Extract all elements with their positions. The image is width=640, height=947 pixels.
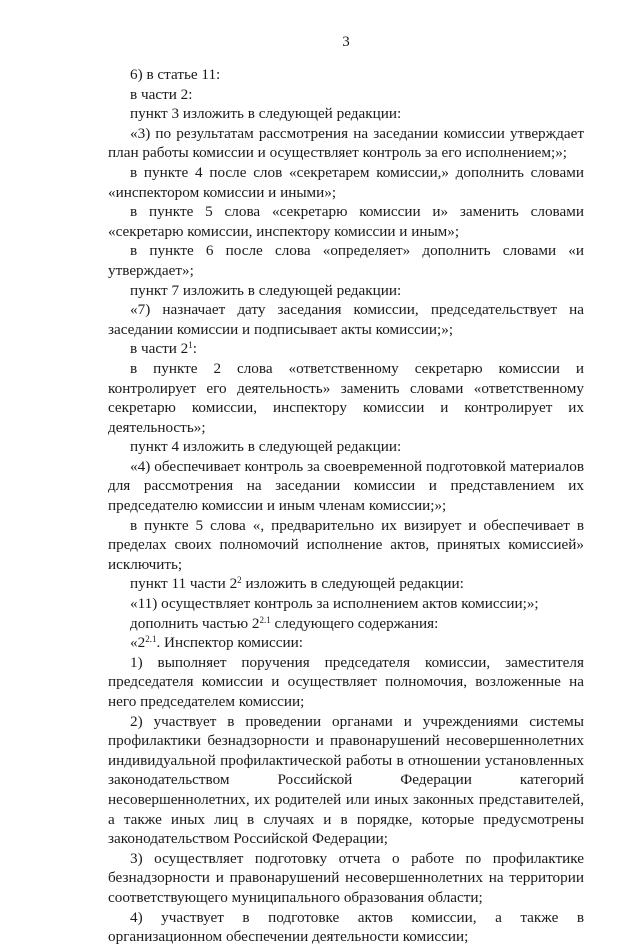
paragraph <box>108 712 584 849</box>
paragraph <box>108 908 584 947</box>
paragraph <box>108 85 584 105</box>
paragraph-text: «3) по результатам рассмотрения на заседании комиссии утверждает план работы комиссии и осуществляет контроль за его исполнением;»; <box>108 124 584 162</box>
paragraph <box>108 594 584 614</box>
superscript: 2.1 <box>259 614 271 625</box>
paragraph <box>108 300 584 339</box>
paragraph-text: в пункте 4 после слов «секретарем комиссии,» дополнить словами «инспектором комиссии и иными»; <box>108 163 584 201</box>
paragraph <box>108 437 584 457</box>
paragraph-text: «4) обеспечивает контроль за своевременной подготовкой материалов для рассмотрения на заседании комиссии и представлением их председателю комиссии и иным членам комиссии;»; <box>108 457 584 515</box>
paragraph-text: пункт 7 изложить в следующей редакции: <box>130 281 402 299</box>
paragraph <box>108 104 584 124</box>
paragraph-text: в части 2 <box>130 340 189 358</box>
superscript: 2.1 <box>145 634 157 645</box>
paragraph-text: пункт 4 изложить в следующей редакции: <box>130 438 402 456</box>
paragraph-text: 1) выполняет поручения председателя комиссии, заместителя председателя комиссии и осуществляет полномочия, возложенные на него председателем комиссии; <box>108 653 584 710</box>
paragraph <box>108 359 584 437</box>
paragraph <box>108 574 584 594</box>
paragraph-text: 4) участвует в подготовке актов комиссии, а также в организационном обеспечении деятельности комиссии; <box>108 908 584 946</box>
superscript: 1 <box>188 340 193 351</box>
paragraph <box>108 124 584 163</box>
paragraph <box>108 281 584 301</box>
paragraph-text: пункт 11 части 2 <box>130 575 238 593</box>
paragraph-text: «11) осуществляет контроль за исполнением актов комиссии;»; <box>130 595 539 613</box>
paragraph <box>108 614 584 634</box>
paragraph-text: в части 2: <box>130 85 193 103</box>
paragraph-text: 2) участвует в проведении органами и учреждениями системы профилактики безнадзорности и правонарушений несовершеннолетних индивидуальной профилактической работы в отношении установленных законодательством Российской Федерации категорий несовершеннолетних, их родителей или иных законных представителей, а также иных лиц в случаях и в порядке, которые предусмотрены законодательством Российской Федерации; <box>108 712 584 848</box>
document-body <box>108 65 584 947</box>
paragraph <box>108 457 584 516</box>
superscript: 2 <box>237 575 242 586</box>
paragraph-text: в пункте 5 слова «, предварительно их визирует и обеспечивает в пределах своих полномочий исполнение актов, принятых комиссией» исключить; <box>108 516 584 573</box>
paragraph <box>108 849 584 908</box>
paragraph <box>108 65 584 85</box>
paragraph-text: пункт 3 изложить в следующей редакции: <box>130 105 402 123</box>
paragraph <box>108 241 584 280</box>
paragraph-text: в пункте 2 слова «ответственному секретарю комиссии и контролирует его деятельность» заменить словами «ответственному секретарю комиссии, инспектору комиссии и контролирует их деятельность»; <box>108 359 584 436</box>
paragraph-text-tail: изложить в следующей редакции: <box>241 575 464 593</box>
paragraph-text-tail: . Инспектор комиссии: <box>156 634 303 652</box>
paragraph-text: 6) в статье 11: <box>130 66 221 83</box>
paragraph <box>108 339 584 359</box>
paragraph <box>108 633 584 653</box>
paragraph-text: 3) осуществляет подготовку отчета о работе по профилактике безнадзорности и правонарушений несовершеннолетних на территории соответствующего муниципального образования области; <box>108 849 584 906</box>
paragraph-text: «2 <box>130 634 146 652</box>
page-number: 3 <box>342 34 350 50</box>
paragraph-text: в пункте 6 после слова «определяет» дополнить словами «и утверждает»; <box>108 242 584 279</box>
paragraph-text: дополнить частью 2 <box>130 614 260 632</box>
paragraph <box>108 163 584 202</box>
paragraph-text-tail: : <box>192 340 197 358</box>
paragraph <box>108 653 584 712</box>
paragraph <box>108 516 584 575</box>
paragraph-text: «7) назначает дату заседания комиссии, председательствует на заседании комиссии и подписывает акты комиссии;»; <box>108 301 584 338</box>
paragraph-text-tail: следующего содержания: <box>270 614 439 632</box>
paragraph <box>108 202 584 241</box>
paragraph-text: в пункте 5 слова «секретарю комиссии и» заменить словами «секретарю комиссии, инспектору комиссии и иным»; <box>108 203 584 240</box>
